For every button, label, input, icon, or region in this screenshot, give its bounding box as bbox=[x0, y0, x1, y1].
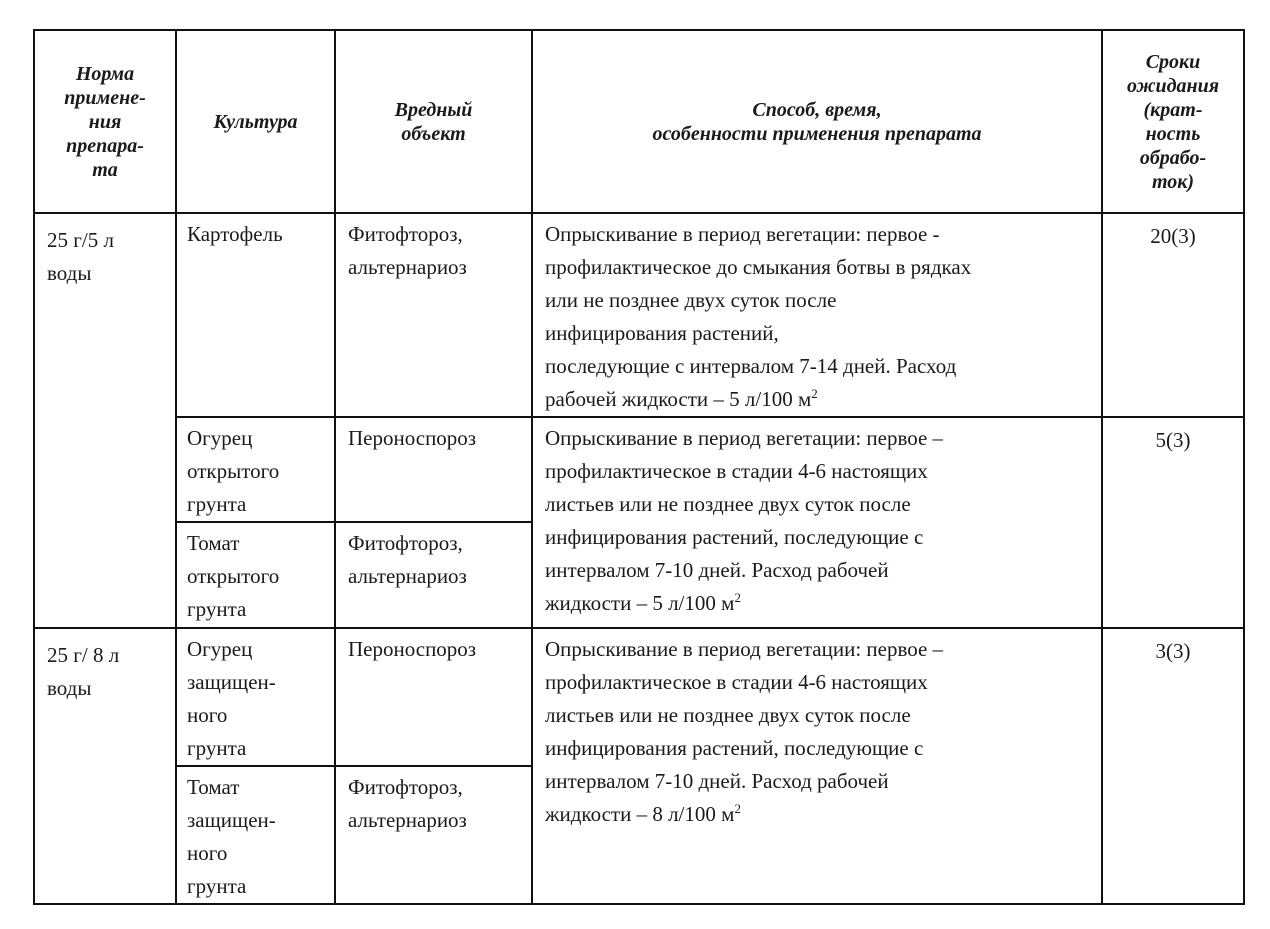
header-method: Способ, время, особенности применения препарата bbox=[532, 30, 1102, 213]
table-row bbox=[34, 417, 1244, 522]
pest-cell: Фитофтороз, альтернариоз bbox=[335, 522, 532, 628]
method-cell bbox=[532, 628, 1102, 904]
header-wait: Сроки ожидания (крат- ность обрабо- ток) bbox=[1102, 30, 1244, 213]
header-norm: Норма примене- ния препара- та bbox=[34, 30, 176, 213]
header-row bbox=[34, 30, 1244, 213]
method-text: Опрыскивание в период вегетации: первое - профилактическое до смыкания ботвы в рядках или не позднее двух суток после инфицирования растений, последующие с интервалом 7-14 дней. Расход рабочей жидкости – 5 л/100 м bbox=[545, 222, 972, 411]
pest-cell: Пероноспороз bbox=[335, 417, 532, 522]
table-row bbox=[34, 213, 1244, 417]
wait-cell: 3(3) bbox=[1102, 628, 1244, 904]
method-unit-exponent: 2 bbox=[734, 590, 741, 605]
method-unit-exponent: 2 bbox=[734, 801, 741, 816]
culture-cell: Томат защищен- ного грунта bbox=[176, 766, 335, 904]
method-text: Опрыскивание в период вегетации: первое – профилактическое в стадии 4-6 настоящих листьев или не позднее двух суток после инфицирования растений, последующие с интервалом 7-10 дней. Расход рабочей жидкости – 5 л/100 м bbox=[545, 426, 944, 615]
pest-cell: Фитофтороз, альтернариоз bbox=[335, 213, 532, 417]
culture-cell: Картофель bbox=[176, 213, 335, 417]
header-pest: Вредный объект bbox=[335, 30, 532, 213]
wait-cell: 5(3) bbox=[1102, 417, 1244, 628]
method-cell bbox=[532, 417, 1102, 628]
culture-cell: Огурец защищен- ного грунта bbox=[176, 628, 335, 766]
pest-cell: Пероноспороз bbox=[335, 628, 532, 766]
method-text: Опрыскивание в период вегетации: первое – профилактическое в стадии 4-6 настоящих листьев или не позднее двух суток после инфицирования растений, последующие с интервалом 7-10 дней. Расход рабочей жидкости – 8 л/100 м bbox=[545, 637, 944, 826]
pesticide-application-table bbox=[33, 29, 1245, 905]
header-culture: Культура bbox=[176, 30, 335, 213]
method-cell bbox=[532, 213, 1102, 417]
method-unit-exponent: 2 bbox=[811, 386, 818, 401]
norm-cell: 25 г/5 л воды bbox=[34, 213, 176, 628]
pest-cell: Фитофтороз, альтернариоз bbox=[335, 766, 532, 904]
culture-cell: Огурец открытого грунта bbox=[176, 417, 335, 522]
table-row bbox=[34, 628, 1244, 766]
norm-cell: 25 г/ 8 л воды bbox=[34, 628, 176, 904]
wait-cell: 20(3) bbox=[1102, 213, 1244, 417]
culture-cell: Томат открытого грунта bbox=[176, 522, 335, 628]
